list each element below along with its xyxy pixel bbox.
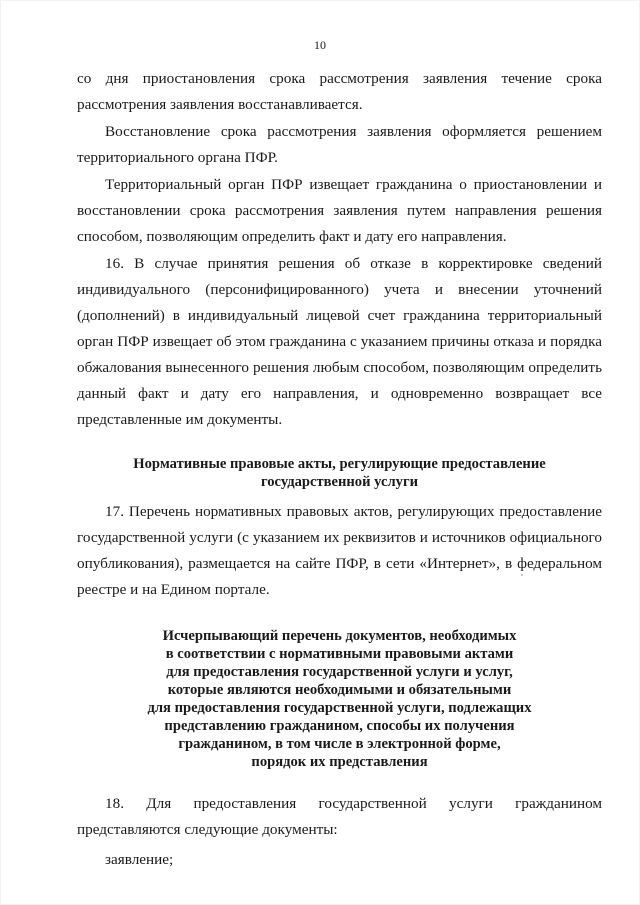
heading-line: для предоставления государственной услуги и услуг, xyxy=(166,664,513,680)
heading-line: государственной услуги xyxy=(260,474,419,490)
paragraph-suspension-restore: со дня приостановления срока рассмотрения заявления течение срока рассмотрения заявления восстанавливается. xyxy=(77,70,602,113)
paragraph-18-second-line: представляются следующие документы: xyxy=(77,821,338,838)
scan-artifact xyxy=(521,574,523,576)
paragraph-18-first-line: 18. Для предоставления государственной услуги гражданином xyxy=(105,795,602,812)
heading-line: которые являются необходимыми и обязательными xyxy=(167,682,512,698)
paragraph-18-documents xyxy=(77,791,602,843)
document-body xyxy=(77,66,602,873)
paragraph-application-item: заявление; xyxy=(105,851,174,868)
page-number: 10 xyxy=(314,38,326,52)
heading-line: для предоставления государственной услуги, подлежащих xyxy=(147,700,532,716)
heading-line: порядок их представления xyxy=(251,754,428,770)
heading-line: Исчерпывающий перечень документов, необходимых xyxy=(162,628,517,644)
paragraph-notification: Территориальный орган ПФР извещает гражданина о приостановлении и восстановлении срока рассмотрения заявления путем направления решения способом, позволяющим определить факт и дату его направления. xyxy=(77,176,602,245)
heading-line: в соответствии с нормативными правовыми актами xyxy=(165,646,514,662)
paragraph-16-refusal: 16. В случае принятия решения об отказе в корректировке сведений индивидуального (персонифицированного) учета и внесении уточнений (дополнений) в индивидуальный лицевой счет гражданина территориальный орган ПФР извещает об этом гражданина с указанием причины отказа и порядка обжалования вынесенного решения любым способом, позволяющим определить данный факт и дату его направления, и одновременно возвращает все представленные им документы. xyxy=(77,255,602,428)
section-heading-documents-list xyxy=(77,627,602,771)
paragraph-restore-decision: Восстановление срока рассмотрения заявления оформляется решением территориального органа ПФР. xyxy=(77,123,602,166)
paragraph-17-legal-acts-list: 17. Перечень нормативных правовых актов, регулирующих предоставление государственной услуги (с указанием их реквизитов и источников официального опубликования), размещается на сайте ПФР, в сети «Интернет», в федеральном реестре и на Едином портале. xyxy=(77,503,602,598)
heading-line: представлению гражданином, способы их получения xyxy=(164,718,515,734)
section-heading-legal-acts xyxy=(77,455,602,491)
heading-line: гражданином, в том числе в электронной форме, xyxy=(178,736,501,752)
heading-line: Нормативные правовые акты, регулирующие предоставление xyxy=(133,456,546,472)
